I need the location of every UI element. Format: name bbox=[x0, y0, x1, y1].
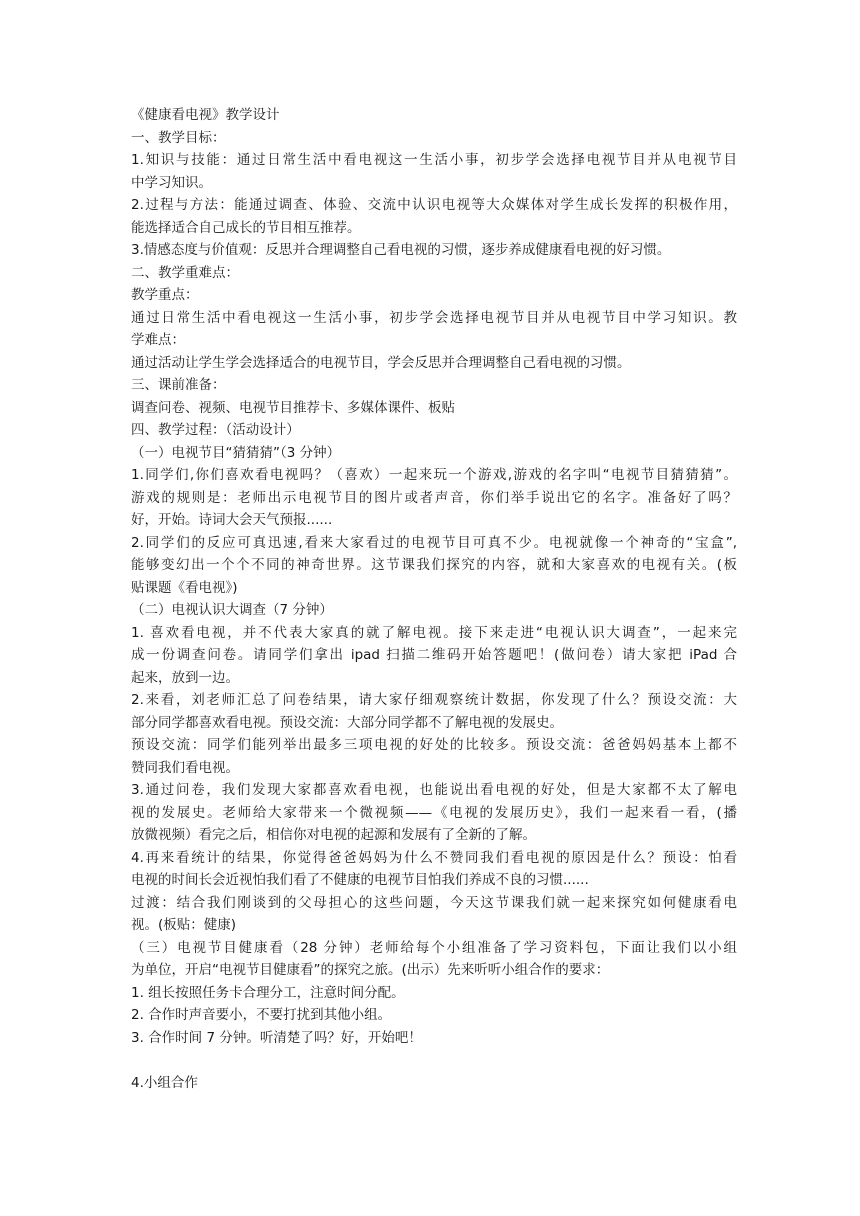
section-heading-objectives: 一、教学目标： bbox=[131, 129, 226, 146]
activity-2-p3-line-1: 预设交流：同学们能列举出最多三项电视的好处的比较多。预设交流：爸爸妈妈基本上都不 bbox=[131, 737, 737, 753]
activity-2-p4-line-2: 视的发展史。老师给大家带来一个微视频——《电视的发展历史》，我们一起来看一看，(播 bbox=[131, 804, 737, 821]
activity-2-p6-line-2: 视。(板贴：健康) bbox=[131, 917, 237, 933]
activity-2-p6-line-1: 过渡：结合我们刚谈到的父母担心的这些问题，今天这节课我们就一起来探究如何健康看电 bbox=[131, 894, 737, 911]
activity-2-p5-line-2: 电视的时间长会近视怕我们看了不健康的电视节目怕我们养成不良的习惯...... bbox=[131, 872, 589, 888]
key-point-label: 教学重点： bbox=[131, 287, 199, 303]
activity-1-p1-line-3: 好，开始。诗词大会天气预报...... bbox=[131, 512, 333, 528]
activity-2-p4-line-1: 3.通过问卷，我们发现大家都喜欢看电视，也能说出看电视的好处，但是大家都不太了解电 bbox=[131, 782, 737, 798]
section-heading-process: 四、教学过程：（活动设计） bbox=[131, 422, 300, 438]
activity-3-rule-2: 2. 合作时声音要小，不要打扰到其他小组。 bbox=[131, 1007, 392, 1023]
section-heading-key-points: 二、教学重难点： bbox=[131, 264, 239, 281]
section-heading-preparation: 三、课前准备： bbox=[131, 377, 226, 393]
activity-3-heading-line-1: （三）电视节目健康看（28 分钟）老师给每个小组准备了学习资料包，下面让我们以小组 bbox=[131, 939, 737, 956]
document-page bbox=[131, 104, 737, 1094]
key-point-text-line-1: 通过日常生活中看电视这一生活小事，初步学会选择电视节目并从电视节目中学习知识。教 bbox=[131, 309, 737, 326]
activity-2-p5-line-1: 4.再来看统计的结果，你觉得爸爸妈妈为什么不赞同我们看电视的原因是什么？预设：怕看 bbox=[131, 849, 737, 866]
activity-2-heading: （二）电视认识大调查（7 分钟） bbox=[131, 602, 333, 618]
activity-2-p1-line-2: 成一份调查问卷。请同学们拿出 ipad 扫描二维码开始答题吧！(做问卷）请大家把 iPad 合 bbox=[131, 647, 737, 663]
preparation-text: 调查问卷、视频、电视节目推荐卡、多媒体课件、板贴 bbox=[131, 399, 455, 416]
objective-1-line-1: 1.知识与技能：通过日常生活中看电视这一生活小事，初步学会选择电视节目并从电视节目 bbox=[131, 152, 737, 168]
objective-2-line-1: 2.过程与方法：能通过调查、体验、交流中认识电视等大众媒体对学生成长发挥的积极作用， bbox=[131, 197, 737, 213]
key-point-text-line-2: 学难点： bbox=[131, 332, 185, 348]
activity-1-p2-line-3: 贴课题《看电视》) bbox=[131, 579, 238, 596]
activity-2-p1-line-1: 1. 喜欢看电视，并不代表大家真的就了解电视。接下来走进“电视认识大调查”，一起来完 bbox=[131, 624, 737, 641]
group-work-heading: 4.小组合作 bbox=[131, 1074, 198, 1091]
activity-2-p1-line-3: 起来，放到一边。 bbox=[131, 669, 239, 686]
difficult-point-text: 通过活动让学生学会选择适合的电视节目，学会反思并合理调整自己看电视的习惯。 bbox=[131, 354, 631, 371]
activity-2-p3-line-2: 赞同我们看电视。 bbox=[131, 759, 239, 776]
activity-2-p2-line-1: 2.来看，刘老师汇总了问卷结果，请大家仔细观察统计数据，你发现了什么？预设交流：大 bbox=[131, 692, 737, 708]
activity-1-p2-line-1: 2.同学们的反应可真迅速,看来大家看过的电视节目可真不少。电视就像一个神奇的“宝盒”, bbox=[131, 534, 737, 551]
activity-3-heading-line-2: 为单位，开启“电视节目健康看”的探究之旅。(出示）先来听听小组合作的要求： bbox=[131, 962, 610, 978]
objective-1-line-2: 中学习知识。 bbox=[131, 174, 212, 191]
activity-3-rule-3: 3. 合作时间 7 分钟。听清楚了吗？好，开始吧！ bbox=[131, 1029, 422, 1046]
activity-1-heading: （一）电视节目“猜猜猜”（3 分钟） bbox=[131, 444, 341, 461]
activity-1-p2-line-2: 能够变幻出一个个不同的神奇世界。这节课我们探究的内容，就和大家喜欢的电视有关。(板 bbox=[131, 557, 737, 573]
objective-2-line-2: 能选择适合自己成长的节目相互推荐。 bbox=[131, 219, 361, 236]
activity-1-p1-line-1: 1.同学们,你们喜欢看电视吗？（喜欢）一起来玩一个游戏,游戏的名字叫“电视节目猜猜猜”。 bbox=[131, 467, 737, 483]
activity-3-rule-1: 1. 组长按照任务卡合理分工，注意时间分配。 bbox=[131, 984, 405, 1001]
document-title: 《健康看电视》教学设计 bbox=[131, 107, 280, 123]
activity-2-p2-line-2: 部分同学都喜欢看电视。预设交流：大部分同学都不了解电视的发展史。 bbox=[131, 714, 563, 731]
objective-3: 3.情感态度与价值观：反思并合理调整自己看电视的习惯，逐步养成健康看电视的好习惯。 bbox=[131, 242, 671, 258]
blank-line bbox=[131, 1049, 737, 1072]
activity-1-p1-line-2: 游戏的规则是：老师出示电视节目的图片或者声音，你们举手说出它的名字。准备好了吗？ bbox=[131, 489, 737, 506]
activity-2-p4-line-3: 放微视频）看完之后，相信你对电视的起源和发展有了全新的了解。 bbox=[131, 827, 536, 843]
